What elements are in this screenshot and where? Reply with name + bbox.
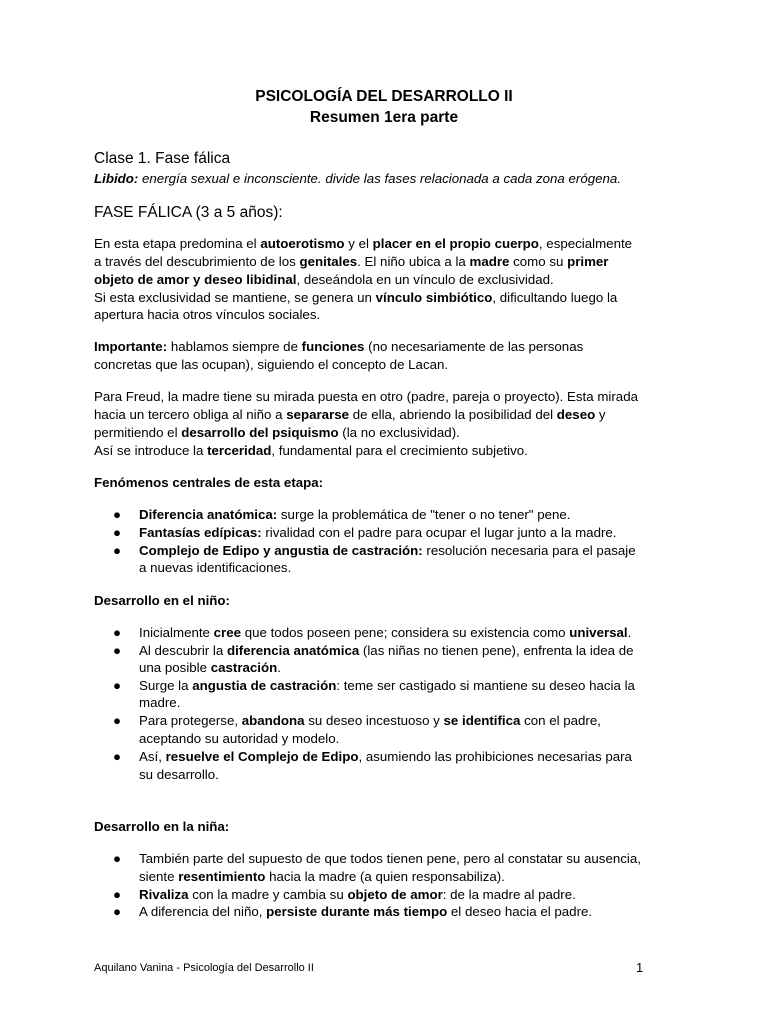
text-span: Para protegerse, [139,713,242,728]
text-span: su deseo incestuoso y [304,713,444,728]
list-item [139,677,635,695]
bold-text: Diferencia anatómica: [139,507,278,522]
bullet-icon: ● [113,525,122,540]
document-title: PSICOLOGÍA DEL DESARROLLO II [255,88,513,105]
text-span: una posible [139,660,211,675]
text-span: (la no exclusividad). [338,425,460,440]
bold-text: Rivaliza [139,887,189,902]
phenomena-heading: Fenómenos centrales de esta etapa: [94,475,324,490]
bold-text: Libido: [94,171,139,186]
text-span [94,338,583,356]
text-span: hablamos siempre de [167,339,302,354]
list-item [139,903,592,921]
bullet-icon: ● [113,643,122,658]
document-subtitle: Resumen 1era parte [309,109,459,126]
bold-text: diferencia anatómica [226,643,360,658]
text-span: , deseándola en un vínculo de exclusividad. [296,272,554,287]
text-span: A diferencia del niño, [139,904,267,919]
libido-definition [94,170,621,188]
text-span: Surge la [139,678,193,693]
bullet-icon: ● [113,749,122,764]
text-span [94,406,606,424]
text-span: hacia un tercero obliga al niño a [94,407,287,422]
text-span: siente [139,869,179,884]
text-span: (las niñas no tienen pene), enfrenta la idea de [359,643,634,658]
text-span: el deseo hacia el padre. [447,904,593,919]
bullet-icon: ● [113,904,122,919]
text-span: . [277,660,281,675]
bullet-icon: ● [113,543,122,558]
text-span [94,235,632,253]
text-span: , especialmente [538,236,633,251]
bullet-icon: ● [113,625,122,640]
text-span: , asumiendo las prohibiciones necesarias para [358,749,632,764]
bold-text: objeto de amor y deseo libidinal [94,272,297,287]
bold-text: cree [213,625,242,640]
text-span: . [627,625,632,640]
bold-text: angustia de castración [192,678,337,693]
text-span: con la madre y cambia su [188,887,348,902]
text-span: a través del descubrimiento de los [94,254,300,269]
text-span: concretas que las ocupan), siguiendo el concepto de Lacan. [94,357,449,372]
text-span [94,289,617,307]
text-span: energía sexual e inconsciente. divide las fases relacionada a cada zona erógena. [138,171,622,186]
bold-text: separarse [286,407,350,422]
text-span: , fundamental para el crecimiento subjetivo. [271,443,528,458]
bold-text: desarrollo del psiquismo [181,425,339,440]
bold-text: se identifica [443,713,521,728]
bold-text: vínculo simbiótico [375,290,493,305]
text-span: resolución necesaria para el pasaje [422,543,636,558]
bold-text: Fantasías edípicas: [139,525,262,540]
text-span: permitiendo el [94,425,182,440]
bold-text: Importante: [94,339,168,354]
list-item [139,542,636,560]
text-span [94,424,460,442]
bold-text: resentimiento [178,869,266,884]
text-span: En esta etapa predomina el [94,236,261,251]
bold-text: persiste durante más tiempo [266,904,448,919]
list-item [139,886,576,904]
list-item-continuation: madre. [139,695,181,710]
text-span: Al descubrir la [139,643,227,658]
text-span: como su [509,254,568,269]
phase-heading: FASE FÁLICA (3 a 5 años): [94,204,283,221]
text-span: Así se introduce la [94,443,208,458]
list-item [139,624,631,642]
text-span: y el [344,236,373,251]
bold-text: placer en el propio cuerpo [372,236,539,251]
text-span: (no necesariamente de las personas [364,339,584,354]
bold-text: universal [569,625,628,640]
text-span: Si esta exclusividad se mantiene, se genera un [94,290,376,305]
bold-text: madre [469,254,510,269]
bullet-icon: ● [113,507,122,522]
list-item-continuation [139,659,281,677]
text-span: : teme ser castigado si mantiene su deseo hacia la [336,678,635,693]
text-span: de ella, abriendo la posibilidad del [349,407,557,422]
text-span: Inicialmente [139,625,214,640]
text-span: hacia la madre (a quien responsabiliza). [265,869,505,884]
list-item [139,506,571,524]
text-span: Para Freud, la madre tiene su mirada puesta en otro (padre, pareja o proyecto). Esta mirada [94,389,638,404]
bold-text: autoerotismo [260,236,345,251]
bold-text: funciones [301,339,365,354]
list-item-continuation [139,868,505,886]
page-number: 1 [636,960,644,975]
text-span: surge la problemática de "tener o no tener" pene. [277,507,571,522]
text-span: apertura hacia otros vínculos sociales. [94,307,321,322]
list-item [139,712,601,730]
class-heading: Clase 1. Fase fálica [94,150,231,167]
bold-text: primer [567,254,609,269]
text-span: Así, [139,749,166,764]
list-item [139,748,632,766]
bold-text: castración [210,660,278,675]
list-item [139,642,634,660]
bold-text: deseo [556,407,596,422]
text-span: rivalidad con el padre para ocupar el lugar junto a la madre. [261,525,617,540]
text-span [94,271,554,289]
bold-text: objeto de amor [347,887,443,902]
bold-text: terceridad [207,443,272,458]
bold-text: Complejo de Edipo y angustia de castración: [139,543,423,558]
list-item-continuation: a nuevas identificaciones. [139,560,292,575]
list-item: También parte del supuesto de que todos tienen pene, pero al constatar su ausencia, [139,851,641,866]
text-span: , dificultando luego la [492,290,618,305]
text-span: : de la madre al padre. [442,887,576,902]
girl-development-heading: Desarrollo en la niña: [94,819,230,834]
boy-development-heading: Desarrollo en el niño: [94,593,230,608]
text-span: . El niño ubica a la [357,254,470,269]
text-span [94,253,608,271]
bold-text: resuelve el Complejo de Edipo [165,749,359,764]
bullet-icon: ● [113,678,122,693]
footer-author: Aquilano Vanina - Psicología del Desarrollo II [94,962,314,974]
bullet-icon: ● [113,887,122,902]
text-span: y [595,407,606,422]
list-item-continuation: su desarrollo. [139,767,219,782]
text-span: con el padre, [520,713,601,728]
text-span [94,442,528,460]
list-item-continuation: aceptando su autoridad y modelo. [139,731,340,746]
bold-text: genitales [299,254,358,269]
bullet-icon: ● [113,713,122,728]
bold-text: abandona [241,713,305,728]
bullet-icon: ● [113,851,122,866]
text-span: que todos poseen pene; considera su existencia como [241,625,570,640]
list-item [139,524,616,542]
